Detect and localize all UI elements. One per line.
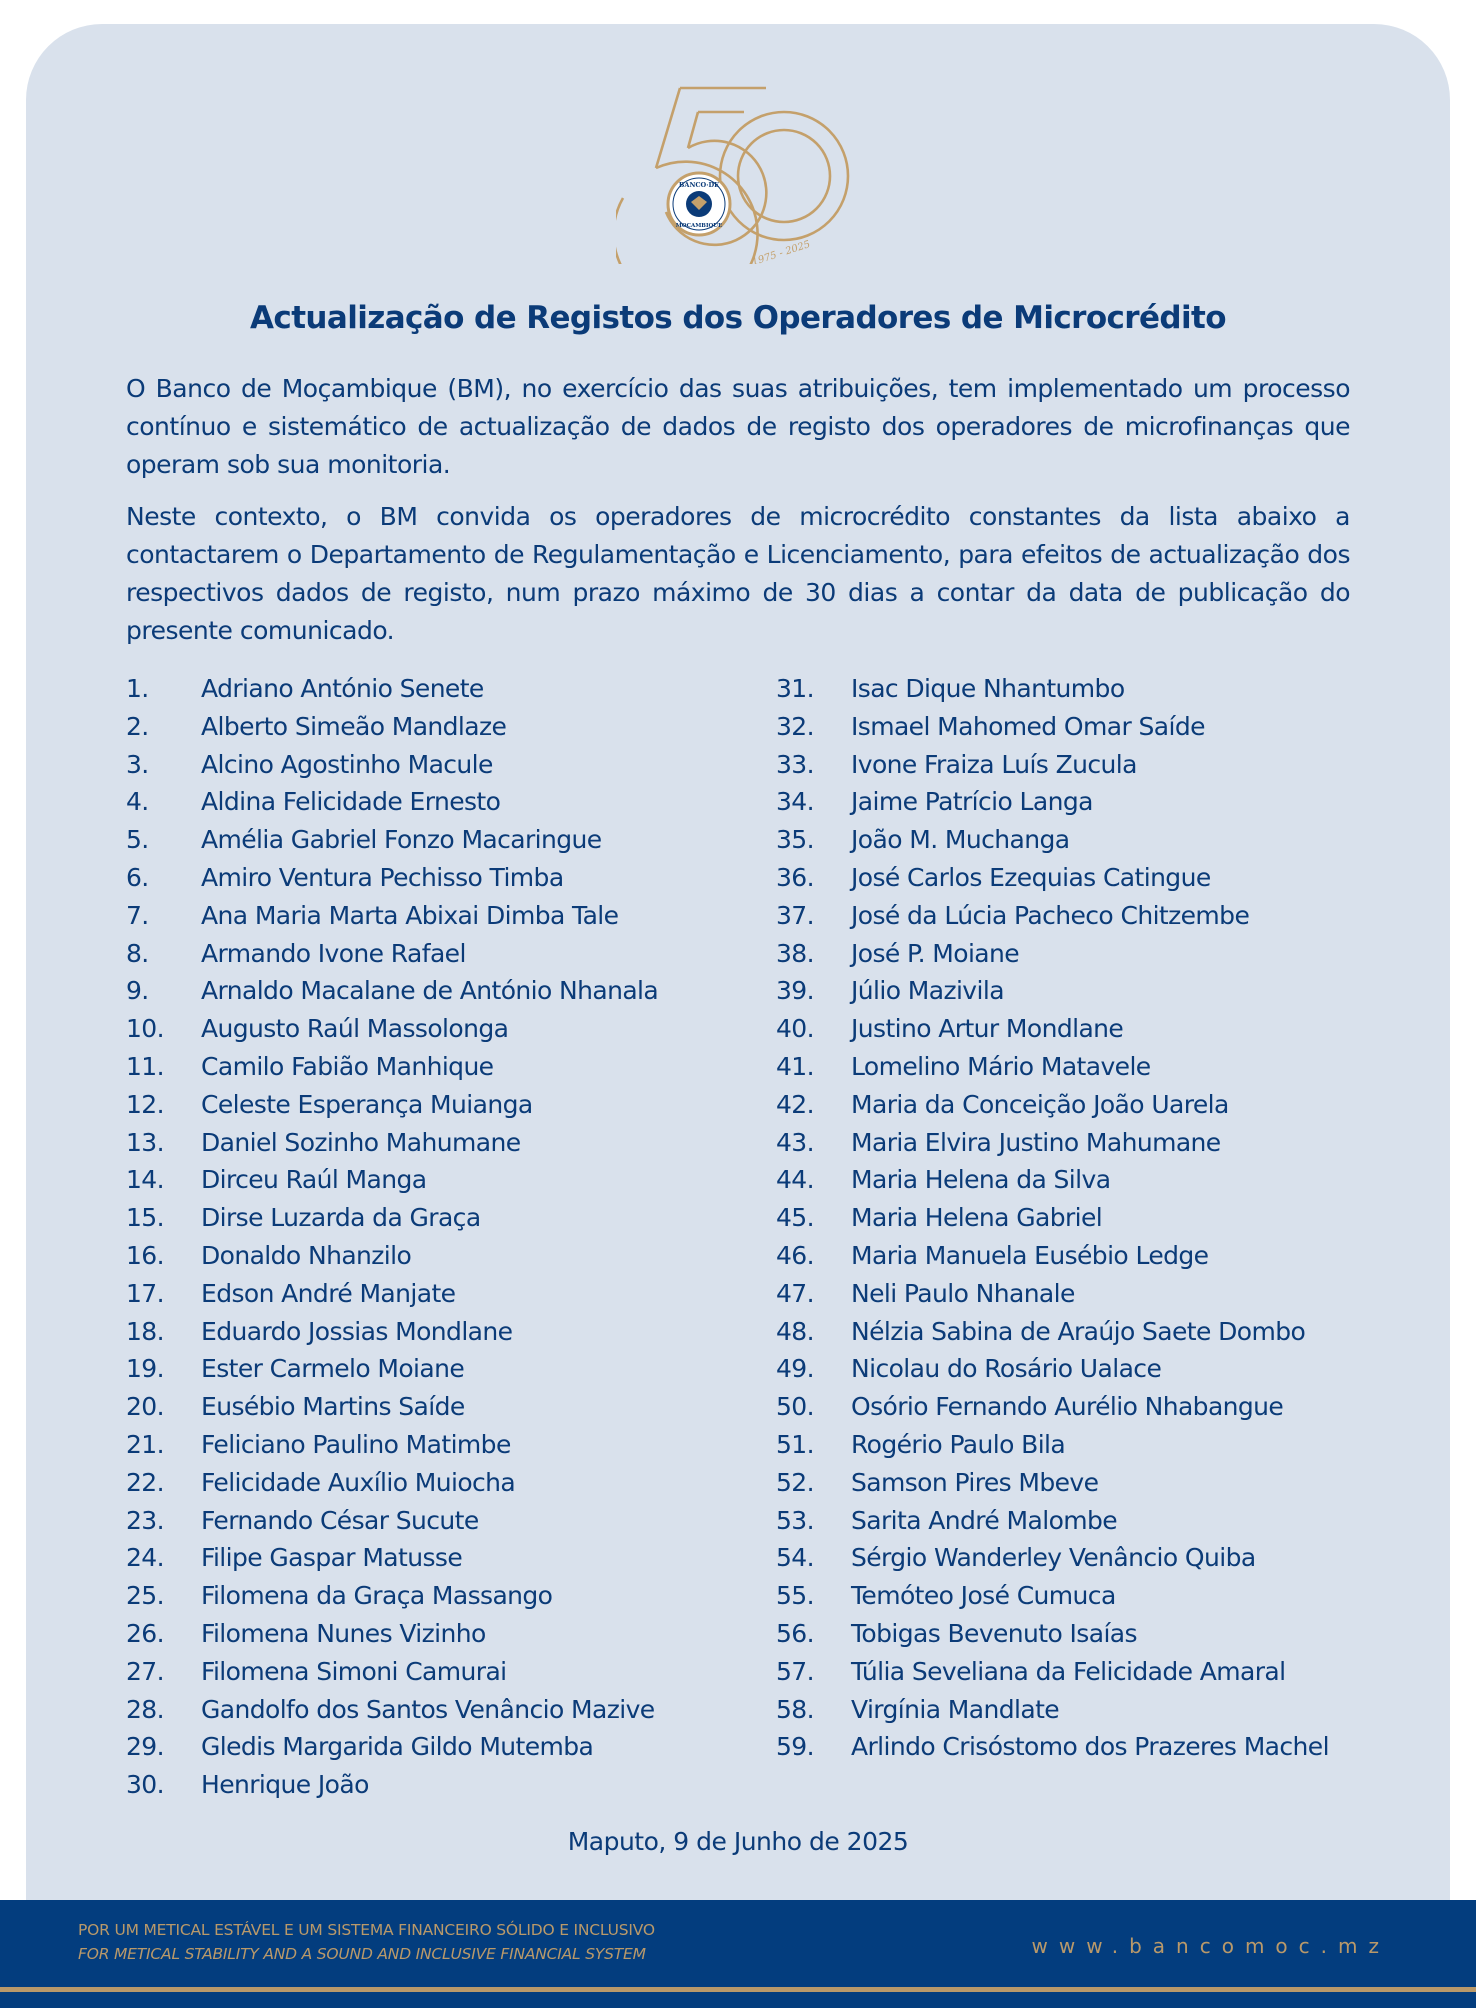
operator-name: Ivone Fraiza Luís Zucula: [851, 749, 1137, 779]
operators-list-right: [776, 670, 1396, 1766]
operator-list-item: [776, 1048, 1396, 1086]
operator-name: Dirceu Raúl Manga: [201, 1165, 427, 1195]
operator-list-item: [776, 1350, 1396, 1388]
operator-name: Ismael Mahomed Omar Saíde: [851, 711, 1205, 741]
operator-list-item: [126, 708, 746, 746]
operator-name: Filomena Simoni Camurai: [201, 1656, 507, 1686]
footer-tagline-pt: POR UM METICAL ESTÁVEL E UM SISTEMA FINANCEIRO SÓLIDO E INCLUSIVO: [78, 1921, 655, 1939]
operator-number: 27.: [126, 1656, 164, 1686]
operator-name: Edson André Manjate: [201, 1278, 456, 1308]
operator-name: Jaime Patrício Langa: [851, 787, 1093, 817]
operator-name: Túlia Seveliana da Felicidade Amaral: [851, 1656, 1286, 1686]
operator-list-item: [126, 821, 746, 859]
operator-number: 40.: [776, 1014, 814, 1044]
operator-list-item: [776, 1728, 1396, 1766]
operator-list-item: [126, 1313, 746, 1351]
operator-list-item: [776, 897, 1396, 935]
operator-number: 42.: [776, 1089, 814, 1119]
operator-name: Adriano António Senete: [201, 674, 484, 703]
operator-name: Arnaldo Macalane de António Nhanala: [201, 976, 659, 1006]
operator-list-item: [776, 1577, 1396, 1615]
operator-name: José Carlos Ezequias Catingue: [851, 862, 1211, 892]
bank-50-years-logo: [616, 84, 856, 264]
operator-list-item: [776, 1313, 1396, 1351]
operator-name: Filomena Nunes Vizinho: [201, 1618, 486, 1648]
operator-list-item: [776, 1161, 1396, 1199]
operator-list-item: [126, 897, 746, 935]
operator-list-item: [126, 1161, 746, 1199]
operator-name: Rogério Paulo Bila: [851, 1429, 1066, 1459]
operator-list-item: [776, 1653, 1396, 1691]
operator-number: 14.: [126, 1165, 164, 1195]
page-title: Actualização de Registos dos Operadores de Microcrédito: [250, 300, 1226, 336]
operator-list-item: [126, 1615, 746, 1653]
footer-tagline-en: FOR METICAL STABILITY AND A SOUND AND INCLUSIVE FINANCIAL SYSTEM: [78, 1945, 646, 1963]
operator-list-item: [126, 1426, 746, 1464]
operator-number: 43.: [776, 1127, 814, 1157]
operator-list-item: [776, 1539, 1396, 1577]
operator-list-item: [776, 1615, 1396, 1653]
svg-text:BANCO·DE: BANCO·DE: [678, 181, 720, 189]
operator-name: Filomena da Graça Massango: [201, 1581, 553, 1611]
operator-name: Alberto Simeão Mandlaze: [201, 711, 507, 741]
logo-icon: [616, 84, 856, 264]
operator-name: Virgínia Mandlate: [851, 1694, 1060, 1724]
operator-number: 10.: [126, 1014, 164, 1044]
operator-number: 1.: [126, 674, 149, 703]
operator-number: 8.: [126, 938, 149, 968]
operator-list-item: [776, 859, 1396, 897]
operator-number: 50.: [776, 1392, 814, 1422]
operator-list-item: [126, 1388, 746, 1426]
operator-number: 25.: [126, 1581, 164, 1611]
operator-name: Henrique João: [201, 1770, 369, 1800]
operator-name: Tobigas Bevenuto Isaías: [851, 1618, 1137, 1648]
operator-name: Júlio Mazivila: [851, 976, 1004, 1006]
operator-list-item: [776, 1124, 1396, 1162]
operator-list-item: [776, 821, 1396, 859]
operator-number: 54.: [776, 1543, 814, 1573]
operator-list-item: [776, 1275, 1396, 1313]
operator-list-item: [776, 670, 1396, 708]
operator-list-item: [126, 1010, 746, 1048]
operator-number: 11.: [126, 1051, 164, 1081]
operator-number: 7.: [126, 900, 149, 930]
operator-number: 33.: [776, 749, 814, 779]
operator-number: 29.: [126, 1732, 164, 1762]
operator-number: 19.: [126, 1354, 164, 1384]
operator-number: 15.: [126, 1203, 164, 1233]
operator-name: Lomelino Mário Matavele: [851, 1051, 1151, 1081]
operator-list-item: [126, 935, 746, 973]
operator-number: 28.: [126, 1694, 164, 1724]
footer-gold-stripe: [0, 1987, 1476, 1992]
operator-list-item: [776, 708, 1396, 746]
operator-number: 56.: [776, 1618, 814, 1648]
operator-name: Nélzia Sabina de Araújo Saete Dombo: [851, 1316, 1306, 1346]
instruction-paragraph: Neste contexto, o BM convida os operadores de microcrédito constantes da lista abaixo a contactarem o Departamento de Regulamentação e Licenciamento, para efeitos de actualização dos respectivos dados de registo, num prazo máximo de 30 dias a contar da data de publicação do presente comunicado.: [126, 502, 1350, 645]
operator-name: Fernando César Sucute: [201, 1505, 479, 1535]
operator-list-item: [776, 1426, 1396, 1464]
operator-list-item: [126, 1464, 746, 1502]
operator-list-item: [776, 1199, 1396, 1237]
operator-name: João M. Muchanga: [851, 825, 1070, 855]
operator-name: Sérgio Wanderley Venâncio Quiba: [851, 1543, 1256, 1573]
operator-number: 37.: [776, 900, 814, 930]
operator-number: 21.: [126, 1429, 164, 1459]
date-line: Maputo, 9 de Junho de 2025: [567, 1827, 909, 1856]
operator-list-item: [126, 1350, 746, 1388]
operator-name: Nicolau do Rosário Ualace: [851, 1354, 1162, 1384]
operator-name: Maria Elvira Justino Mahumane: [851, 1127, 1221, 1157]
operator-name: Maria da Conceição João Uarela: [851, 1089, 1229, 1119]
operators-list-left: [126, 670, 746, 1804]
operator-name: José da Lúcia Pacheco Chitzembe: [851, 900, 1250, 930]
operator-number: 4.: [126, 787, 149, 817]
operator-number: 2.: [126, 711, 149, 741]
operator-name: José P. Moiane: [851, 938, 1020, 968]
operator-name: Felicidade Auxílio Muiocha: [201, 1467, 516, 1497]
operator-name: Eusébio Martins Saíde: [201, 1392, 465, 1422]
operator-name: Samson Pires Mbeve: [851, 1467, 1099, 1497]
intro-paragraph: O Banco de Moçambique (BM), no exercício das suas atribuições, tem implementado um processo contínuo e sistemático de actualização de dados de registo dos operadores de microfinanças que operam sob sua monitoria.: [126, 374, 1350, 479]
operator-number: 48.: [776, 1316, 814, 1346]
operator-number: 59.: [776, 1732, 814, 1762]
operator-number: 41.: [776, 1051, 814, 1081]
operator-list-item: [776, 972, 1396, 1010]
operator-list-item: [126, 1237, 746, 1275]
operator-name: Camilo Fabião Manhique: [201, 1051, 494, 1081]
operator-name: Ester Carmelo Moiane: [201, 1354, 465, 1384]
operator-number: 23.: [126, 1505, 164, 1535]
operator-name: Gledis Margarida Gildo Mutemba: [201, 1732, 594, 1762]
operator-list-item: [776, 1464, 1396, 1502]
operator-number: 51.: [776, 1429, 814, 1459]
operator-list-item: [126, 1199, 746, 1237]
operator-name: Maria Helena Gabriel: [851, 1203, 1103, 1233]
operator-number: 45.: [776, 1203, 814, 1233]
operator-number: 58.: [776, 1694, 814, 1724]
operator-number: 9.: [126, 976, 149, 1006]
operator-list-item: [126, 859, 746, 897]
operator-number: 3.: [126, 749, 149, 779]
operator-name: Neli Paulo Nhanale: [851, 1278, 1075, 1308]
operator-number: 53.: [776, 1505, 814, 1535]
operator-name: Osório Fernando Aurélio Nhabangue: [851, 1392, 1284, 1422]
operator-list-item: [776, 1691, 1396, 1729]
operator-number: 20.: [126, 1392, 164, 1422]
operator-list-item: [126, 1653, 746, 1691]
operator-number: 52.: [776, 1467, 814, 1497]
operator-list-item: [126, 1048, 746, 1086]
operator-list-item: [126, 1124, 746, 1162]
operator-list-item: [126, 783, 746, 821]
operator-number: 13.: [126, 1127, 164, 1157]
operator-name: Celeste Esperança Muianga: [201, 1089, 533, 1119]
operator-list-item: [126, 670, 746, 708]
operator-number: 32.: [776, 711, 814, 741]
operator-number: 12.: [126, 1089, 164, 1119]
operator-list-item: [126, 1086, 746, 1124]
operator-name: Temóteo José Cumuca: [851, 1581, 1116, 1611]
website-link[interactable]: www.bancomoc.mz: [1031, 1934, 1390, 1958]
operator-list-item: [126, 1275, 746, 1313]
operator-number: 5.: [126, 825, 149, 855]
operator-name: Ana Maria Marta Abixai Dimba Tale: [201, 900, 619, 930]
svg-text:MOÇAMBIQUE: MOÇAMBIQUE: [675, 223, 723, 229]
operator-list-item: [776, 1010, 1396, 1048]
operator-list-item: [126, 746, 746, 784]
operator-number: 31.: [776, 674, 814, 703]
operator-name: Arlindo Crisóstomo dos Prazeres Machel: [851, 1732, 1329, 1762]
operator-list-item: [776, 935, 1396, 973]
operator-number: 34.: [776, 787, 814, 817]
operator-name: Isac Dique Nhantumbo: [851, 674, 1125, 703]
operator-number: 46.: [776, 1240, 814, 1270]
footer-band: [0, 1900, 1476, 2008]
operator-name: Sarita André Malombe: [851, 1505, 1118, 1535]
operator-number: 55.: [776, 1581, 814, 1611]
operator-list-item: [126, 972, 746, 1010]
operator-name: Augusto Raúl Massolonga: [201, 1014, 509, 1044]
operator-list-item: [776, 1502, 1396, 1540]
operator-list-item: [126, 1577, 746, 1615]
operator-name: Armando Ivone Rafael: [201, 938, 466, 968]
operator-number: 22.: [126, 1467, 164, 1497]
operator-list-item: [776, 783, 1396, 821]
operator-list-item: [126, 1728, 746, 1766]
operator-list-item: [126, 1766, 746, 1804]
operator-name: Justino Artur Mondlane: [851, 1014, 1124, 1044]
operator-name: Daniel Sozinho Mahumane: [201, 1127, 521, 1157]
operator-list-item: [776, 1086, 1396, 1124]
operator-number: 47.: [776, 1278, 814, 1308]
operator-number: 49.: [776, 1354, 814, 1384]
operator-number: 39.: [776, 976, 814, 1006]
operator-number: 36.: [776, 862, 814, 892]
operator-list-item: [776, 1237, 1396, 1275]
operator-number: 30.: [126, 1770, 164, 1800]
operator-number: 6.: [126, 862, 149, 892]
operator-name: Alcino Agostinho Macule: [201, 749, 493, 779]
operator-name: Maria Manuela Eusébio Ledge: [851, 1240, 1209, 1270]
operator-list-item: [126, 1539, 746, 1577]
operator-number: 17.: [126, 1278, 164, 1308]
operator-number: 24.: [126, 1543, 164, 1573]
operator-number: 26.: [126, 1618, 164, 1648]
operator-name: Donaldo Nhanzilo: [201, 1240, 412, 1270]
operator-number: 38.: [776, 938, 814, 968]
operator-name: Feliciano Paulino Matimbe: [201, 1429, 511, 1459]
operator-name: Aldina Felicidade Ernesto: [201, 787, 501, 817]
operator-number: 44.: [776, 1165, 814, 1195]
operator-name: Filipe Gaspar Matusse: [201, 1543, 463, 1573]
operator-name: Amiro Ventura Pechisso Timba: [201, 862, 564, 892]
operator-name: Gandolfo dos Santos Venâncio Mazive: [201, 1694, 655, 1724]
svg-text:1975 - 2025: 1975 - 2025: [750, 239, 812, 264]
operator-list-item: [126, 1691, 746, 1729]
operator-name: Dirse Luzarda da Graça: [201, 1203, 481, 1233]
operator-list-item: [776, 1388, 1396, 1426]
operator-number: 18.: [126, 1316, 164, 1346]
operator-number: 57.: [776, 1656, 814, 1686]
operator-name: Amélia Gabriel Fonzo Macaringue: [201, 825, 602, 855]
operator-number: 16.: [126, 1240, 164, 1270]
operator-list-item: [776, 746, 1396, 784]
operator-name: Eduardo Jossias Mondlane: [201, 1316, 513, 1346]
operator-name: Maria Helena da Silva: [851, 1165, 1111, 1195]
operator-list-item: [126, 1502, 746, 1540]
operator-number: 35.: [776, 825, 814, 855]
